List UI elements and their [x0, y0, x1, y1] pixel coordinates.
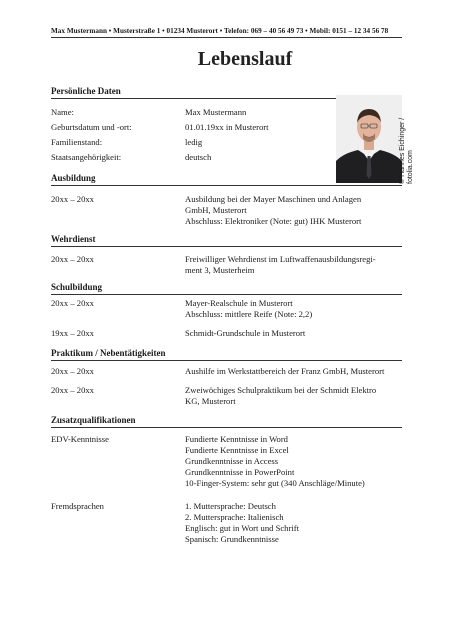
value-line: Mayer-Realschule in Musterort — [185, 298, 293, 308]
row-value — [185, 298, 401, 320]
photo-credit — [399, 86, 414, 184]
row-value — [185, 501, 401, 545]
row-label: Geburtsdatum und -ort: — [51, 122, 132, 132]
value-line: ment 3, Musterheim — [185, 265, 255, 275]
section-school — [51, 281, 402, 295]
row-value — [185, 254, 401, 276]
value-line: Aushilfe im Werkstattbereich der Franz GmbH, Musterort — [185, 366, 385, 376]
section-heading-school: Schulbildung — [51, 282, 103, 292]
row-label: 20xx – 20xx — [51, 298, 94, 308]
value-line: Abschluss: Elektroniker (Note: gut) IHK Musterort — [185, 216, 362, 226]
section-practical — [51, 347, 402, 361]
row-label: 20xx – 20xx — [51, 385, 94, 395]
section-heading-military: Wehrdienst — [51, 234, 96, 244]
section-education — [51, 172, 402, 186]
value-line: Freiwilliger Wehrdienst im Luftwaffenausbildungsregi- — [185, 254, 376, 264]
photo-credit-line1: © Hannes Eichinger / — [399, 117, 406, 184]
value-line: Grundkenntnisse in Access — [185, 456, 279, 466]
value-line: GmbH, Musterort — [185, 205, 247, 215]
row-label: 20xx – 20xx — [51, 366, 94, 376]
value-line: Englisch: gut in Wort und Schrift — [185, 523, 299, 533]
row-value: deutsch — [185, 152, 212, 162]
row-label: Fremdsprachen — [51, 501, 104, 511]
value-line: 10-Finger-System: sehr gut (340 Anschläge/Minute) — [185, 478, 365, 488]
section-divider — [51, 427, 402, 428]
row-label: 19xx – 20xx — [51, 328, 94, 338]
row-value: ledig — [185, 137, 203, 147]
section-divider — [51, 294, 402, 295]
row-label: 20xx – 20xx — [51, 254, 94, 264]
section-military — [51, 233, 402, 247]
value-line: Ausbildung bei der Mayer Maschinen und Anlagen — [185, 194, 362, 204]
photo-credit-line2: fotolia.com — [407, 150, 414, 184]
value-line: Zweiwöchiges Schulpraktikum bei der Schmidt Elektro — [185, 385, 377, 395]
value-line: Schmidt-Grundschule in Musterort — [185, 328, 306, 338]
header-divider — [51, 37, 402, 38]
row-label: EDV-Kenntnisse — [51, 434, 109, 444]
row-value — [185, 366, 401, 377]
row-value — [185, 385, 401, 407]
row-label: Name: — [51, 107, 74, 117]
section-divider — [51, 246, 402, 247]
section-qualifications — [51, 414, 402, 428]
section-divider — [51, 185, 402, 186]
value-line: 2. Muttersprache: Italienisch — [185, 512, 284, 522]
value-line: Abschluss: mittlere Reife (Note: 2,2) — [185, 309, 313, 319]
row-label: Staatsangehörigkeit: — [51, 152, 122, 162]
value-line: Grundkenntnisse in PowerPoint — [185, 467, 295, 477]
row-value — [185, 434, 401, 489]
row-value: Max Mustermann — [185, 107, 247, 117]
contact-header: Max Mustermann • Musterstraße 1 • 01234 Musterort • Telefon: 069 – 40 56 49 73 • Mobil: 0151 – 12 34 56 78 — [51, 27, 389, 35]
row-value — [185, 328, 401, 339]
row-value — [185, 194, 401, 227]
section-heading-qualifications: Zusatzqualifikationen — [51, 415, 136, 425]
row-value: 01.01.19xx in Musterort — [185, 122, 269, 132]
section-heading-personal: Persönliche Daten — [51, 86, 121, 96]
value-line: 1. Muttersprache: Deutsch — [185, 501, 276, 511]
row-label: 20xx – 20xx — [51, 194, 94, 204]
value-line: KG, Musterort — [185, 396, 236, 406]
page-title: Lebenslauf — [197, 48, 293, 70]
applicant-photo — [336, 95, 402, 183]
section-heading-practical: Praktikum / Nebentätigkeiten — [51, 348, 166, 358]
section-heading-education: Ausbildung — [51, 173, 96, 183]
value-line: Fundierte Kenntnisse in Excel — [185, 445, 289, 455]
section-divider — [51, 360, 402, 361]
value-line: Spanisch: Grundkenntnisse — [185, 534, 279, 544]
value-line: Fundierte Kenntnisse in Word — [185, 434, 288, 444]
row-label: Familienstand: — [51, 137, 103, 147]
